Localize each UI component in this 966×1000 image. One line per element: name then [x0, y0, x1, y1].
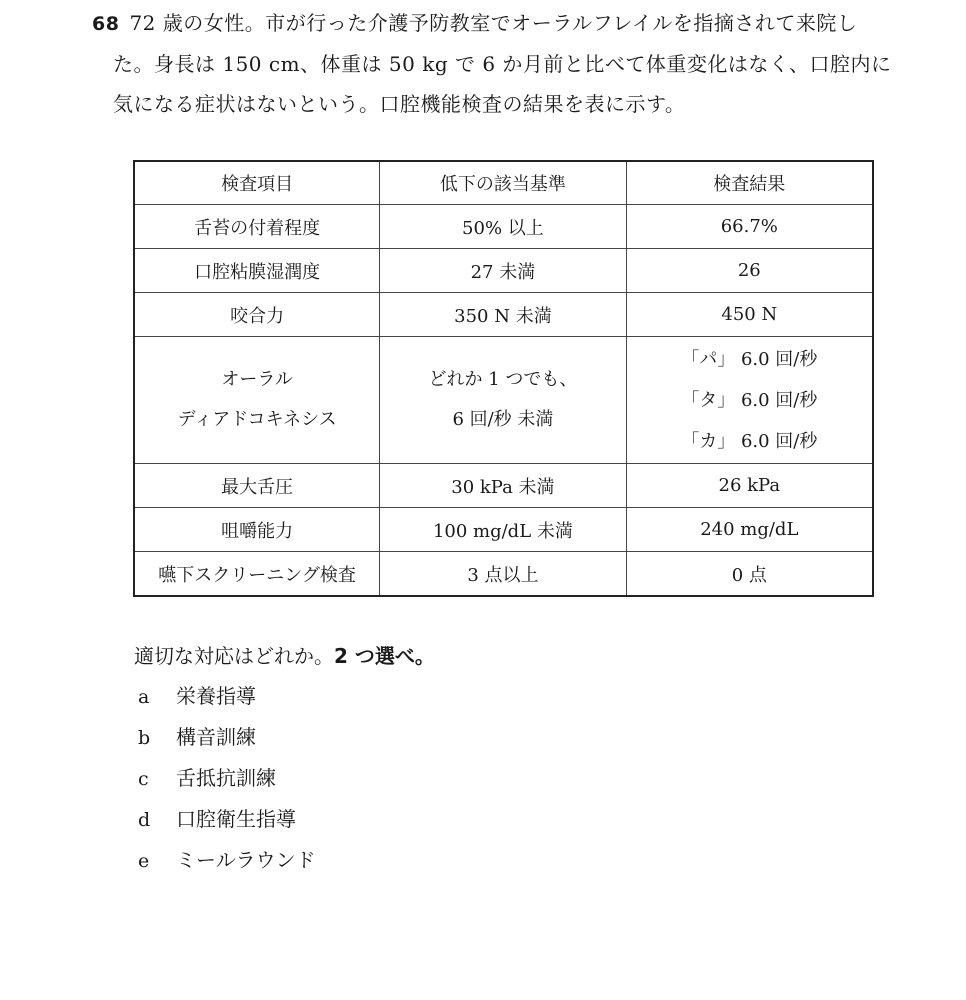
header-test-item: 検査項目: [134, 161, 380, 205]
row-criterion-line: どれか 1 つでも、: [428, 369, 578, 390]
row-item: [134, 337, 380, 464]
table-row: [134, 205, 873, 249]
choice-text: 口腔衛生指導: [176, 807, 296, 831]
choice-text: ミールラウンド: [176, 848, 316, 872]
row-criterion: 100 mg/dL 未満: [380, 508, 626, 552]
choice-a[interactable]: [134, 682, 316, 723]
choice-text: 構音訓練: [176, 725, 256, 749]
row-result: 66.7%: [626, 205, 873, 249]
question-stem-line-1: [92, 9, 857, 38]
table-row: [134, 552, 873, 597]
row-result: 240 mg/dL: [626, 508, 873, 552]
row-criterion: 27 未満: [380, 249, 626, 293]
question-prompt: [134, 642, 435, 670]
row-result-line: 「タ」 6.0 回/秒: [681, 389, 818, 411]
row-item: 最大舌圧: [134, 464, 380, 508]
choice-letter: a: [138, 686, 150, 708]
row-item: 口腔粘膜湿潤度: [134, 249, 380, 293]
row-item: 咀嚼能力: [134, 508, 380, 552]
row-result: 0 点: [626, 552, 873, 597]
choice-letter: d: [138, 809, 151, 831]
row-result-line: 「カ」 6.0 回/秒: [681, 430, 818, 452]
row-item: 咬合力: [134, 293, 380, 337]
table-row: [134, 508, 873, 552]
choice-letter: e: [138, 850, 150, 872]
row-item-line: ディアドコキネシス: [177, 409, 337, 430]
table-row: [134, 464, 873, 508]
row-criterion-line: 6 回/秒 未満: [452, 409, 554, 430]
row-criterion: 50% 以上: [380, 205, 626, 249]
choice-text: 舌抵抗訓練: [176, 766, 276, 790]
row-result-line: 「パ」 6.0 回/秒: [681, 348, 818, 370]
row-criterion: [380, 337, 626, 464]
answer-choices: [134, 682, 316, 887]
choice-d[interactable]: [134, 805, 316, 846]
table-row: [134, 293, 873, 337]
row-result: 26 kPa: [626, 464, 873, 508]
prompt-text: 適切な対応はどれか。: [134, 644, 334, 668]
row-item: 嚥下スクリーニング検査: [134, 552, 380, 597]
choice-letter: c: [138, 768, 149, 790]
row-result: 450 N: [626, 293, 873, 337]
table-row: [134, 249, 873, 293]
prompt-emphasis: 2 つ選べ。: [334, 644, 435, 668]
choice-b[interactable]: [134, 723, 316, 764]
row-result: 26: [626, 249, 873, 293]
row-result: [626, 337, 873, 464]
choice-letter: b: [138, 727, 151, 749]
row-criterion: 30 kPa 未満: [380, 464, 626, 508]
table-row: [134, 337, 873, 464]
choice-e[interactable]: [134, 846, 316, 887]
stem-text-1: 72 歳の女性。市が行った介護予防教室でオーラルフレイルを指摘されて来院し: [129, 11, 858, 35]
oral-function-results-table: [133, 160, 874, 597]
row-item-line: オーラル: [221, 369, 293, 390]
row-criterion: 350 N 未満: [380, 293, 626, 337]
header-criterion: 低下の該当基準: [380, 161, 626, 205]
row-criterion: 3 点以上: [380, 552, 626, 597]
choice-text: 栄養指導: [176, 684, 256, 708]
choice-c[interactable]: [134, 764, 316, 805]
question-stem-line-2: た。身長は 150 cm、体重は 50 kg で 6 か月前と比べて体重変化はなく、口腔内に: [113, 52, 892, 76]
table-header-row: [134, 161, 873, 205]
question-stem-line-3: 気になる症状はないという。口腔機能検査の結果を表に示す。: [113, 92, 686, 116]
question-number: 68: [92, 13, 120, 35]
header-result: 検査結果: [626, 161, 873, 205]
row-item: 舌苔の付着程度: [134, 205, 380, 249]
